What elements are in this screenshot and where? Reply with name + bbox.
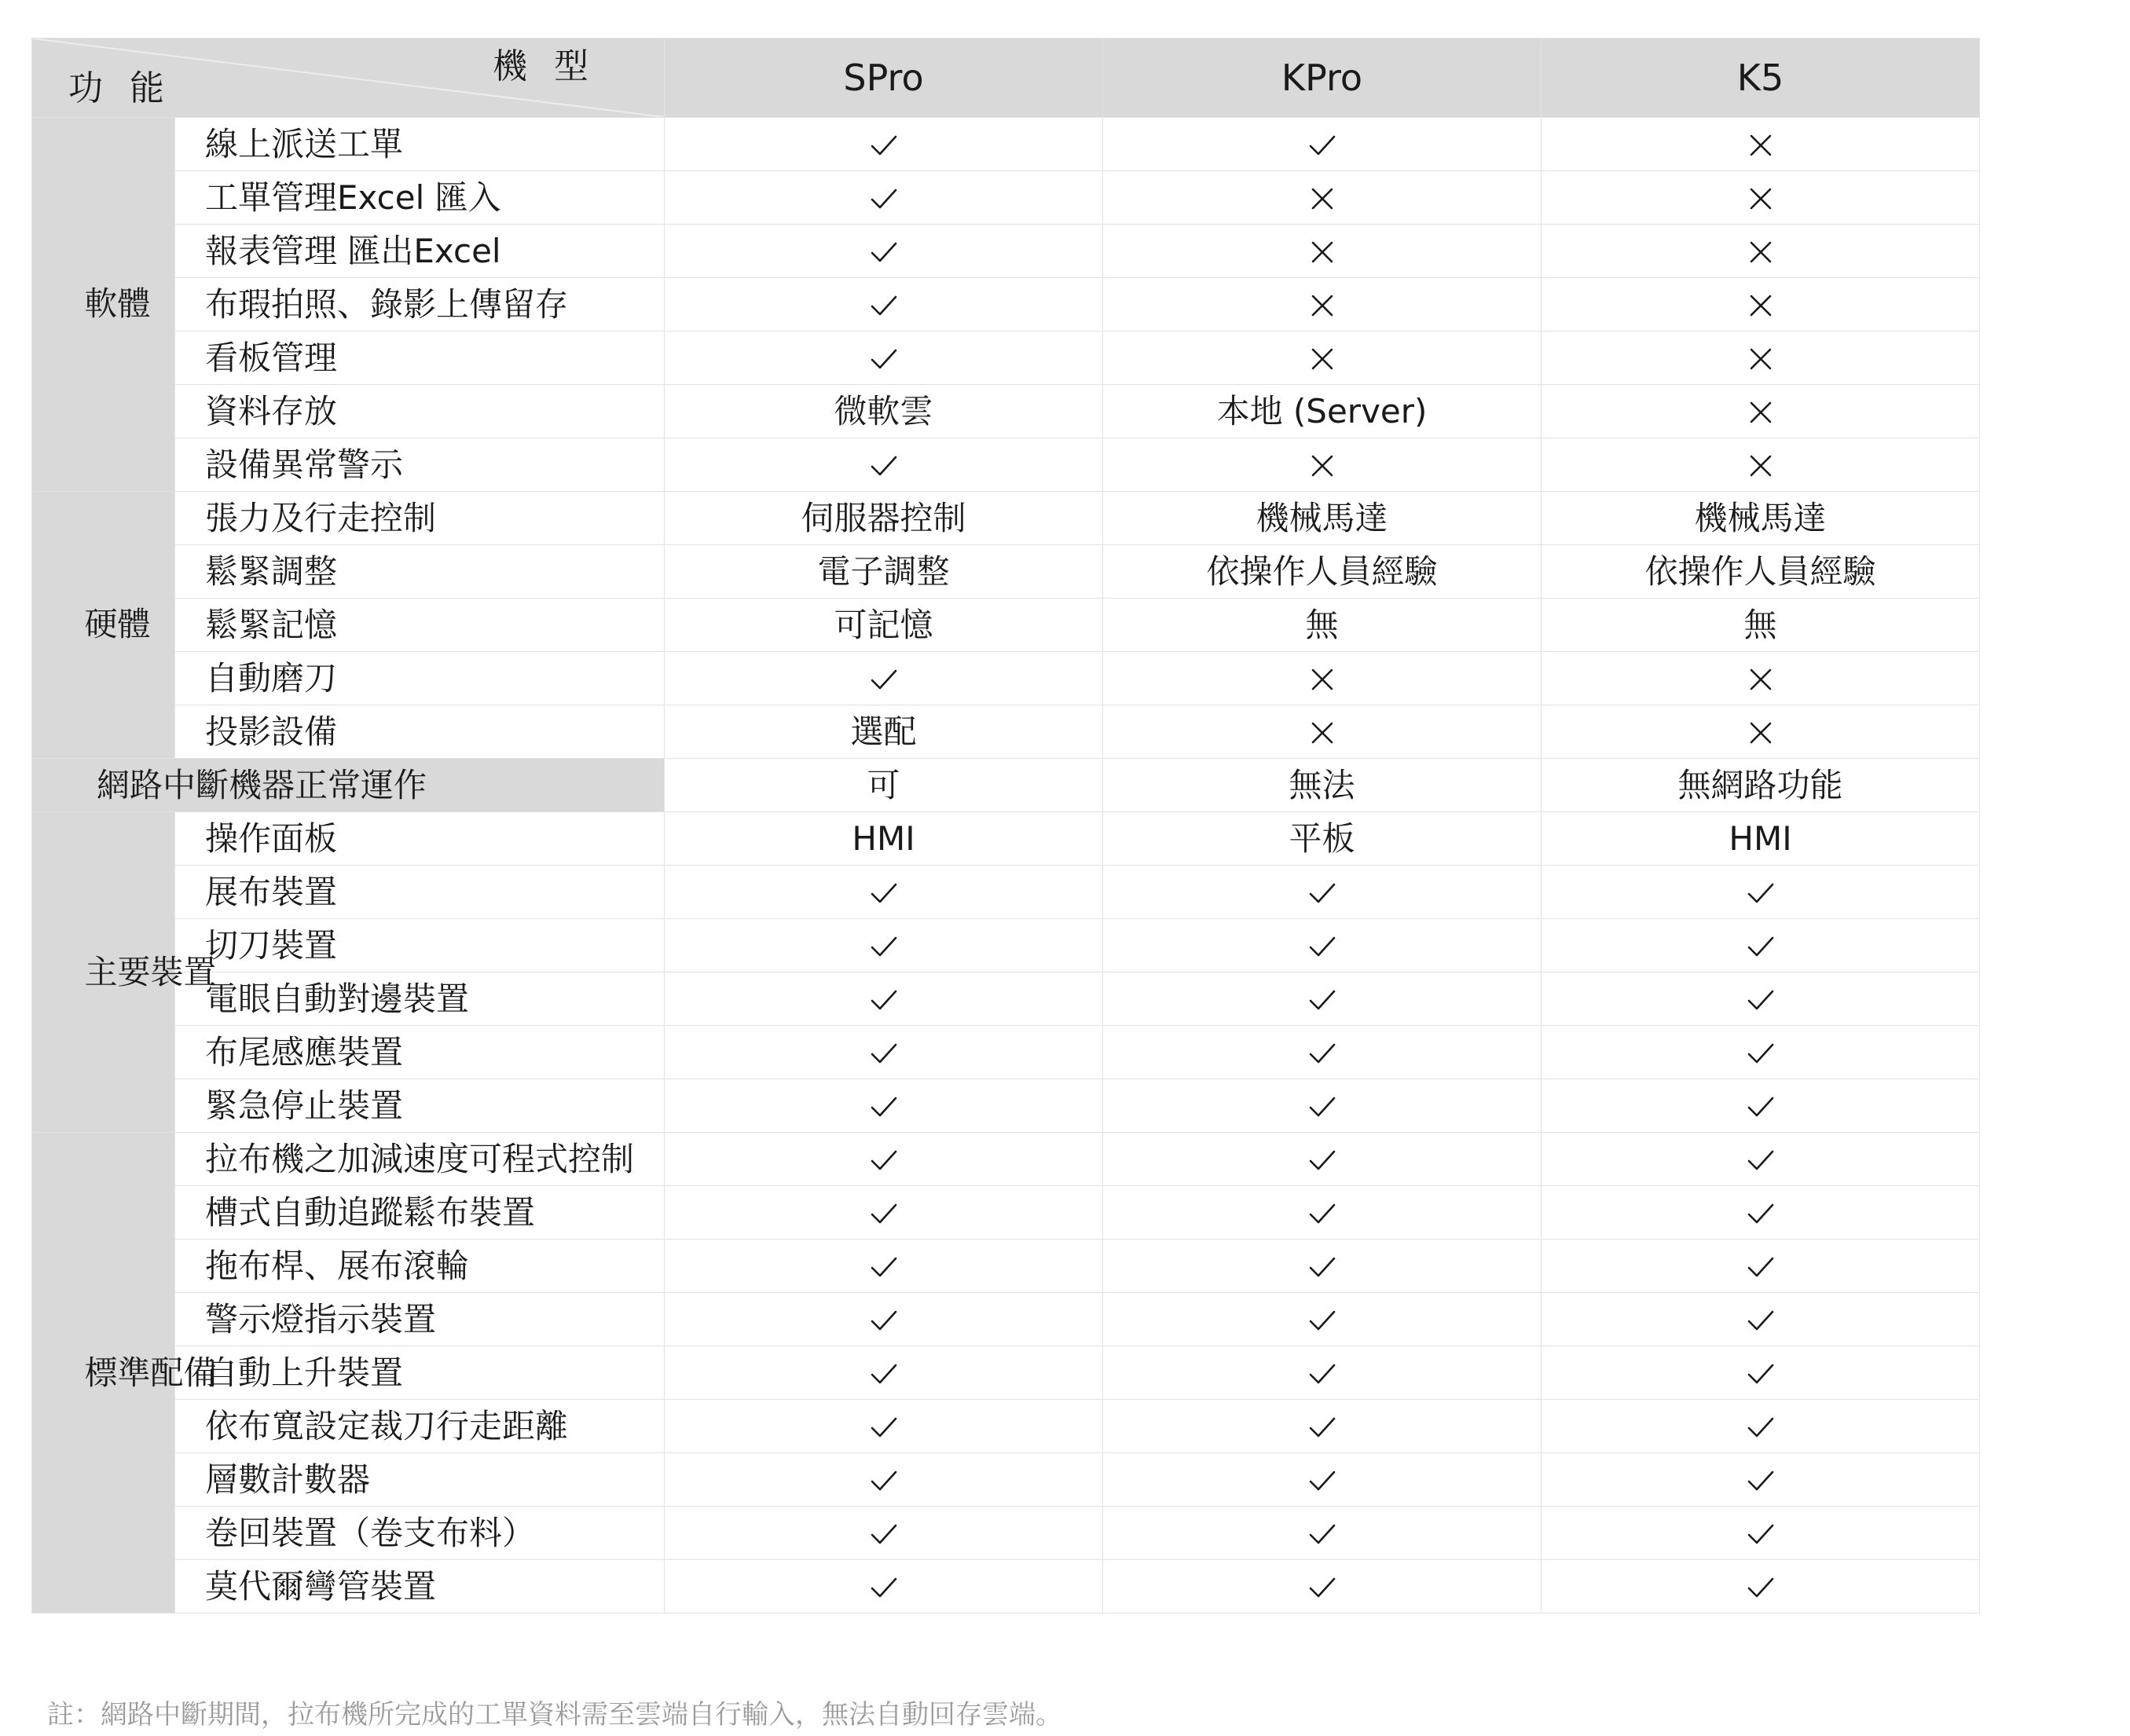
check-icon [867,1357,900,1390]
value-cell: 選配 [665,705,1103,759]
network-row [32,759,1980,812]
feature-cell: 自動磨刀 [175,652,665,705]
value-cell [665,225,1103,278]
feature-cell: 拉布機之加減速度可程式控制 [175,1133,665,1186]
value-cell: 無 [1542,599,1980,652]
feature-cell: 依布寬設定裁刀行走距離 [175,1400,665,1453]
feature-cell: 緊急停止裝置 [175,1079,665,1133]
group-label [32,118,175,492]
cross-icon [1306,716,1339,749]
value-cell [1103,1507,1542,1560]
check-icon [867,1037,900,1070]
model-header-k5: K5 [1542,38,1980,118]
comparison-table [31,38,1980,1613]
check-icon [867,663,900,696]
feature-cell: 投影設備 [175,705,665,759]
check-icon [1306,877,1339,910]
cross-icon [1306,289,1339,322]
value-cell [1542,1560,1980,1613]
value-cell [665,1400,1103,1453]
check-icon [867,236,900,269]
table-row [32,278,1980,331]
cross-icon [1744,396,1777,429]
check-icon [867,1464,900,1497]
table-row [32,1560,1980,1613]
value-cell [1103,652,1542,705]
value-cell: 機械馬達 [1103,492,1542,545]
check-icon [1744,1518,1777,1551]
model-header-kpro: KPro [1103,38,1542,118]
feature-cell: 設備異常警示 [175,438,665,492]
value-cell [1542,225,1980,278]
value-cell [1103,331,1542,385]
check-icon [867,1197,900,1230]
value-cell [1103,1186,1542,1240]
feature-cell: 線上派送工單 [175,118,665,171]
value-cell [665,118,1103,171]
value-cell [665,652,1103,705]
feature-cell: 電眼自動對邊裝置 [175,972,665,1026]
group-label-text: 硬體 [84,605,151,644]
table-row [32,972,1980,1026]
value-cell: 本地 (Server) [1103,385,1542,438]
value-cell [1103,1133,1542,1186]
value-cell [1542,1079,1980,1133]
check-icon [1744,1144,1777,1177]
check-icon [1306,1304,1339,1337]
table-row [32,866,1980,919]
group-label [32,492,175,759]
check-icon [1306,983,1339,1016]
check-icon [1306,930,1339,963]
check-icon [1744,1304,1777,1337]
header-row [32,38,1980,118]
value-cell [1542,972,1980,1026]
check-icon [867,449,900,482]
table-row [32,1079,1980,1133]
group-label [32,812,217,1133]
table-row [32,438,1980,492]
value-cell [1103,1400,1542,1453]
table-row [32,1240,1980,1293]
value-cell: 無網路功能 [1542,759,1980,812]
check-icon [867,1251,900,1284]
table-row [32,171,1980,225]
value-cell [1542,331,1980,385]
value-cell [1103,866,1542,919]
check-icon [867,342,900,375]
check-icon [1744,1197,1777,1230]
cross-icon [1306,236,1339,269]
table-row [32,331,1980,385]
cross-icon [1744,449,1777,482]
feature-cell: 布尾感應裝置 [175,1026,665,1079]
value-cell [665,1079,1103,1133]
value-cell [1542,1346,1980,1400]
feature-cell: 資料存放 [175,385,665,438]
table-row [32,545,1980,599]
value-cell [665,278,1103,331]
value-cell [665,1293,1103,1346]
value-cell [1103,972,1542,1026]
value-cell [1542,438,1980,492]
check-icon [867,129,900,162]
table-row [32,385,1980,438]
check-icon [1744,1464,1777,1497]
feature-cell: 槽式自動追蹤鬆布裝置 [175,1186,665,1240]
value-cell [665,1346,1103,1400]
group-label-text: 主要裝置 [84,952,217,991]
feature-cell: 拖布桿、展布滾輪 [175,1240,665,1293]
cross-icon [1306,663,1339,696]
value-cell [1542,385,1980,438]
value-cell: 平板 [1103,812,1542,866]
value-cell [665,1507,1103,1560]
table-row [32,492,1980,545]
value-cell [1542,118,1980,171]
check-icon [867,1144,900,1177]
feature-cell: 看板管理 [175,331,665,385]
check-icon [867,289,900,322]
check-icon [1306,1090,1339,1123]
value-cell [1103,1240,1542,1293]
value-cell: 依操作人員經驗 [1542,545,1980,599]
check-icon [867,182,900,215]
check-icon [867,1518,900,1551]
feature-cell: 操作面板 [175,812,665,866]
value-cell [1103,919,1542,972]
value-cell [1103,705,1542,759]
value-cell: HMI [1542,812,1980,866]
cross-icon [1744,289,1777,322]
value-cell [1542,1133,1980,1186]
value-cell [1542,652,1980,705]
table-row [32,118,1980,171]
check-icon [1744,930,1777,963]
feature-cell: 報表管理 匯出Excel [175,225,665,278]
value-cell [665,331,1103,385]
check-icon [867,930,900,963]
value-cell [665,972,1103,1026]
function-label: 功 能 [68,68,172,108]
value-cell [1103,1453,1542,1507]
value-cell: HMI [665,812,1103,866]
cross-icon [1744,236,1777,269]
feature-cell: 莫代爾彎管裝置 [175,1560,665,1613]
check-icon [1744,983,1777,1016]
corner-header [32,38,665,118]
check-icon [1744,1571,1777,1604]
value-cell: 可記憶 [665,599,1103,652]
feature-cell: 布瑕拍照、錄影上傳留存 [175,278,665,331]
check-icon [1744,1251,1777,1284]
check-icon [1744,1411,1777,1444]
table-row [32,1133,1980,1186]
value-cell [1103,1079,1542,1133]
network-label: 網路中斷機器正常運作 [32,759,665,812]
check-icon [867,1411,900,1444]
table-row [32,1186,1980,1240]
check-icon [867,1090,900,1123]
check-icon [1306,1251,1339,1284]
value-cell [665,171,1103,225]
check-icon [1306,1571,1339,1604]
check-icon [1306,1197,1339,1230]
value-cell [1542,1293,1980,1346]
value-cell: 機械馬達 [1542,492,1980,545]
group-label [32,1133,217,1613]
value-cell: 無法 [1103,759,1542,812]
cross-icon [1744,182,1777,215]
value-cell [1103,1293,1542,1346]
value-cell [1542,705,1980,759]
value-cell [665,919,1103,972]
value-cell: 無 [1103,599,1542,652]
model-label: 機 型 [493,46,596,86]
check-icon [1306,129,1339,162]
check-icon [1306,1411,1339,1444]
cross-icon [1306,182,1339,215]
check-icon [867,983,900,1016]
feature-cell: 鬆緊調整 [175,545,665,599]
table-row [32,225,1980,278]
value-cell [665,1560,1103,1613]
table-row [32,705,1980,759]
value-cell [1103,1026,1542,1079]
feature-cell: 卷回裝置（卷支布料） [175,1507,665,1560]
value-cell [665,1186,1103,1240]
check-icon [867,1571,900,1604]
table-row [32,1293,1980,1346]
value-cell [665,438,1103,492]
feature-cell: 警示燈指示裝置 [175,1293,665,1346]
check-icon [1306,1518,1339,1551]
cross-icon [1744,716,1777,749]
table-row [32,1346,1980,1400]
check-icon [1744,877,1777,910]
value-cell [1103,1560,1542,1613]
value-cell [665,1240,1103,1293]
check-icon [1306,1037,1339,1070]
value-cell: 可 [665,759,1103,812]
cross-icon [1306,342,1339,375]
value-cell: 電子調整 [665,545,1103,599]
feature-cell: 切刀裝置 [175,919,665,972]
value-cell [665,1133,1103,1186]
feature-cell: 展布裝置 [175,866,665,919]
table-row [32,919,1980,972]
check-icon [1306,1357,1339,1390]
feature-cell: 自動上升裝置 [175,1346,665,1400]
table-row [32,812,1980,866]
cross-icon [1744,129,1777,162]
table-row [32,599,1980,652]
value-cell: 依操作人員經驗 [1103,545,1542,599]
check-icon [1744,1037,1777,1070]
value-cell [1542,171,1980,225]
feature-cell: 張力及行走控制 [175,492,665,545]
value-cell [1542,1240,1980,1293]
check-icon [867,1304,900,1337]
check-icon [1744,1357,1777,1390]
table-row [32,1507,1980,1560]
value-cell [1542,1453,1980,1507]
value-cell: 伺服器控制 [665,492,1103,545]
value-cell [1542,278,1980,331]
group-label-text: 軟體 [84,284,151,324]
feature-cell: 工單管理Excel 匯入 [175,171,665,225]
value-cell [1542,919,1980,972]
feature-cell: 鬆緊記憶 [175,599,665,652]
value-cell [665,1453,1103,1507]
table-row [32,1453,1980,1507]
table-row [32,652,1980,705]
cross-icon [1744,663,1777,696]
check-icon [867,877,900,910]
value-cell [1542,1400,1980,1453]
group-label-text: 標準配備 [84,1353,217,1392]
table-row [32,1026,1980,1079]
value-cell [1103,225,1542,278]
model-header-spro: SPro [665,38,1103,118]
value-cell [1103,118,1542,171]
footnote: 註：網路中斷期間，拉布機所完成的工單資料需至雲端自行輸入，無法自動回存雲端。 [47,1699,1062,1731]
check-icon [1306,1144,1339,1177]
value-cell: 微軟雲 [665,385,1103,438]
value-cell [665,1026,1103,1079]
cross-icon [1744,342,1777,375]
value-cell [1103,171,1542,225]
value-cell [1103,278,1542,331]
value-cell [665,866,1103,919]
value-cell [1542,1507,1980,1560]
table-row [32,1400,1980,1453]
value-cell [1542,1186,1980,1240]
value-cell [1103,1346,1542,1400]
value-cell [1542,866,1980,919]
feature-cell: 層數計數器 [175,1453,665,1507]
check-icon [1744,1090,1777,1123]
cross-icon [1306,449,1339,482]
value-cell [1542,1026,1980,1079]
value-cell [1103,438,1542,492]
check-icon [1306,1464,1339,1497]
